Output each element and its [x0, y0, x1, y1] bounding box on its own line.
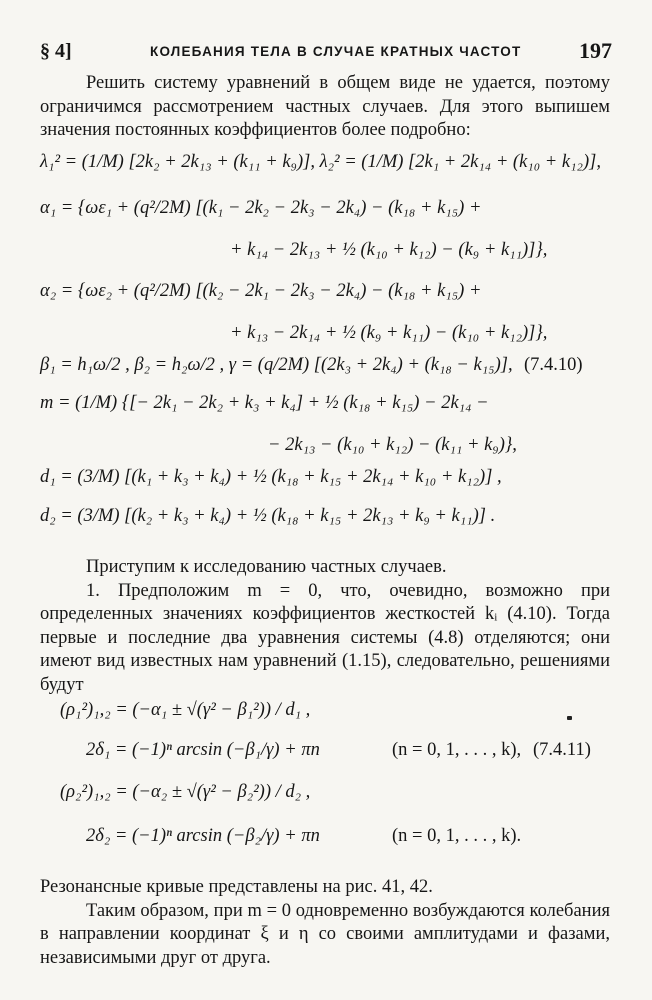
equation-alpha2-line1: α₂ = {ωε₂ + (q²/2M) [(k₂ − 2k₁ − 2k₃ − 2k₄) − (k₁₈ + k₁₅) + — [40, 281, 482, 301]
equation-d2: d₂ = (3/M) [(k₂ + k₃ + k₄) + ½ (k₁₈ + k₁₅ + 2k₁₃ + k₉ + k₁₁)] . — [40, 506, 496, 526]
equation-m-line2: − 2k₁₃ − (k₁₀ + k₁₂) − (k₁₁ + k₉)}, — [268, 435, 517, 455]
stray-mark — [567, 716, 572, 720]
ending-text: Таким образом, при m = 0 одновременно возбуждаются колебания в направлении координат ξ и η со своими амплитудами и фазами, независимыми друг от друга. — [40, 900, 610, 968]
equation-number-7-4-11: (7.4.11) — [533, 740, 591, 760]
solution-rho2: (ρ₂²)₁,₂ = (−α₂ ± √(γ² − β₂²)) / d₂ , — [60, 782, 311, 802]
equation-m-line1: m = (1/M) {[− 2k₁ − 2k₂ + k₃ + k₄] + ½ (k₁₈ + k₁₅) − 2k₁₄ − — [40, 393, 489, 413]
running-header — [40, 38, 612, 66]
intro-text: Решить систему уравнений в общем виде не удается, поэтому ограничимся рассмотрением частных случаев. Для этого выпишем значения постоянных коэффициентов более подробно: — [40, 73, 610, 140]
solution-delta2-condition: (n = 0, 1, . . . , k). — [392, 826, 522, 846]
equation-alpha1-line2: + k₁₄ − 2k₁₃ + ½ (k₁₀ + k₁₂) − (k₉ + k₁₁)]}, — [230, 240, 548, 260]
equation-alpha1-line1: α₁ = {ωε₁ + (q²/2M) [(k₁ − 2k₂ − 2k₃ − 2k₄) − (k₁₈ + k₁₅) + — [40, 198, 482, 218]
equation-lambda: λ₁² = (1/M) [2k₂ + 2k₁₃ + (k₁₁ + k₉)], λ₂² = (1/M) [2k₁ + 2k₁₄ + (k₁₀ + k₁₂)], — [40, 152, 601, 172]
solution-delta1: 2δ₁ = (−1)ⁿ arcsin (−β₁/γ) + πn — [86, 740, 320, 760]
equation-beta-gamma: β₁ = h₁ω/2 , β₂ = h₂ω/2 , γ = (q/2M) [(2k₃ + 2k₄) + (k₁₈ − k₁₅)], — [40, 355, 513, 375]
solution-rho1: (ρ₁²)₁,₂ = (−α₁ ± √(γ² − β₁²)) / d₁ , — [60, 700, 311, 720]
intro-paragraph — [40, 72, 610, 143]
equation-alpha2-line2: + k₁₃ − 2k₁₄ + ½ (k₉ + k₁₁) − (k₁₀ + k₁₂)]}, — [230, 323, 548, 343]
equation-number-7-4-10: (7.4.10) — [524, 355, 583, 375]
equation-d1: d₁ = (3/M) [(k₁ + k₃ + k₄) + ½ (k₁₈ + k₁₅ + 2k₁₄ + k₁₀ + k₁₂)] , — [40, 467, 502, 487]
ending-line: Резонансные кривые представлены на рис. 41, 42. — [40, 877, 433, 897]
page-number: 197 — [579, 38, 612, 63]
middle-heading-line: Приступим к исследованию частных случаев. — [86, 557, 447, 577]
section-mark: § 4] — [40, 40, 72, 62]
ending-paragraph — [40, 876, 610, 970]
middle-text: 1. Предположим m = 0, что, очевидно, возможно при определенных значениях коэффициентов жесткостей kᵢ (4.10). Тогда первые и последние два уравнения системы (4.8) отделяются; они имеют вид известных нам уравнений (1.15), следовательно, решениями будут — [40, 580, 610, 695]
solution-delta2: 2δ₂ = (−1)ⁿ arcsin (−β₂/γ) + πn — [86, 826, 320, 846]
middle-paragraph — [40, 556, 610, 697]
solution-delta1-condition: (n = 0, 1, . . . , k), — [392, 740, 522, 760]
running-title: КОЛЕБАНИЯ ТЕЛА В СЛУЧАЕ КРАТНЫХ ЧАСТОТ — [150, 44, 522, 59]
